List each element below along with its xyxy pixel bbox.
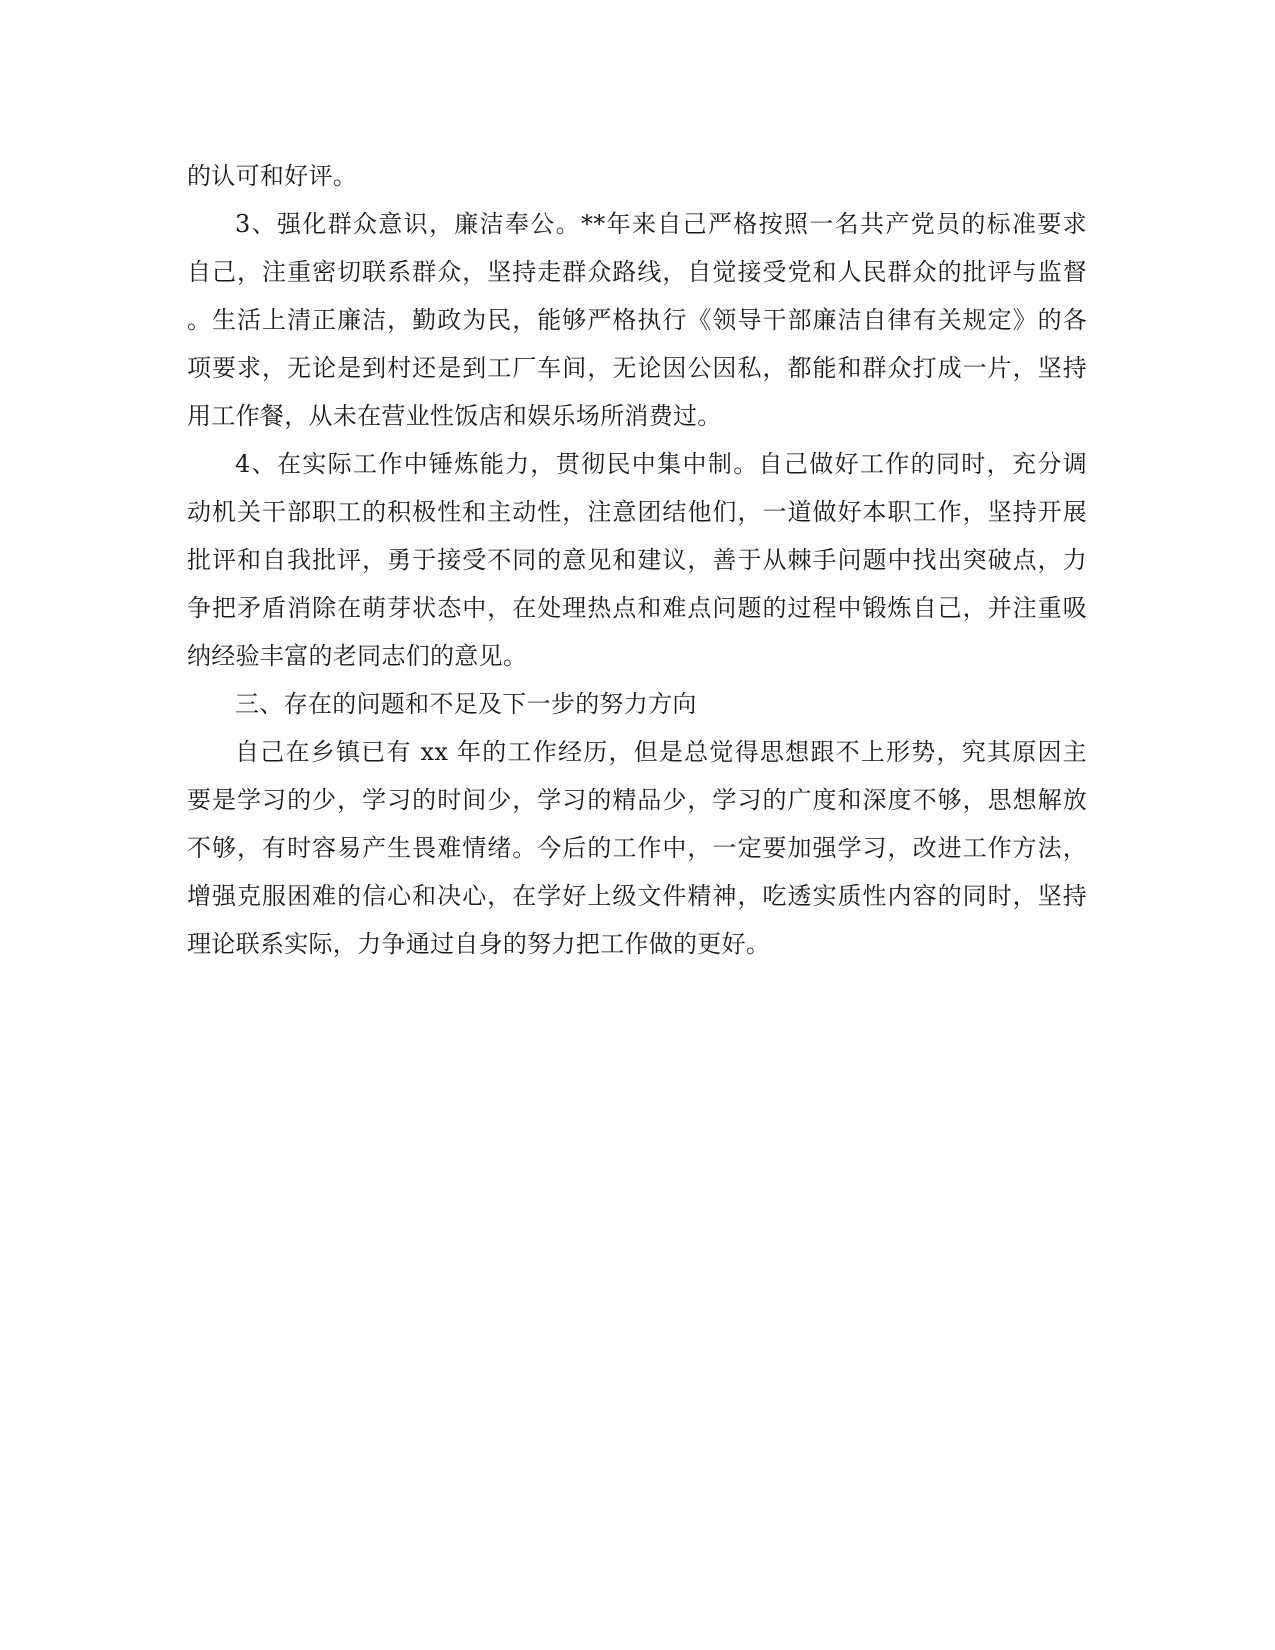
text-line: 的认可和好评。 <box>187 162 358 190</box>
text-line: 4、在实际工作中锤炼能力，贯彻民中集中制。自己做好工作的同时，充分调 <box>235 450 1087 478</box>
text-line: 项要求，无论是到村还是到工厂车间，无论因公因私，都能和群众打成一片，坚持 <box>187 354 1087 382</box>
paragraph-4-capability <box>187 440 1087 680</box>
text-line: 3、强化群众意识，廉洁奉公。**年来自己严格按照一名共产党员的标准要求 <box>235 210 1087 238</box>
paragraph-improvement <box>187 728 1087 968</box>
text-line: 。生活上清正廉洁，勤政为民，能够严格执行《领导干部廉洁自律有关规定》的各 <box>187 306 1087 334</box>
text-line: 理论联系实际，力争通过自身的努力把工作做的更好。 <box>187 930 771 958</box>
text-line: 争把矛盾消除在萌芽状态中，在处理热点和难点问题的过程中锻炼自己，并注重吸 <box>187 594 1087 622</box>
section-heading-problems <box>187 680 1087 728</box>
text-line: 增强克服困难的信心和决心，在学好上级文件精神，吃透实质性内容的同时，坚持 <box>187 882 1087 910</box>
text-line: 不够，有时容易产生畏难情绪。今后的工作中，一定要加强学习，改进工作方法， <box>187 834 1087 862</box>
text-line: 要是学习的少，学习的时间少，学习的精品少，学习的广度和深度不够，思想解放 <box>187 786 1087 814</box>
text-line: 动机关干部职工的积极性和主动性，注意团结他们，一道做好本职工作，坚持开展 <box>187 498 1087 526</box>
paragraph-3-integrity <box>187 200 1087 440</box>
paragraph-continuation <box>187 152 1087 200</box>
text-line: 自己在乡镇已有 xx 年的工作经历，但是总觉得思想跟不上形势，究其原因主 <box>235 738 1087 766</box>
document-body <box>187 152 1087 968</box>
text-line: 用工作餐，从未在营业性饭店和娱乐场所消费过。 <box>187 402 722 430</box>
text-line: 纳经验丰富的老同志们的意见。 <box>187 642 528 670</box>
text-line: 批评和自我批评，勇于接受不同的意见和建议，善于从棘手问题中找出突破点，力 <box>187 546 1087 574</box>
text-line: 三、存在的问题和不足及下一步的努力方向 <box>235 690 697 718</box>
text-line: 自己，注重密切联系群众，坚持走群众路线，自觉接受党和人民群众的批评与监督 <box>187 258 1087 286</box>
